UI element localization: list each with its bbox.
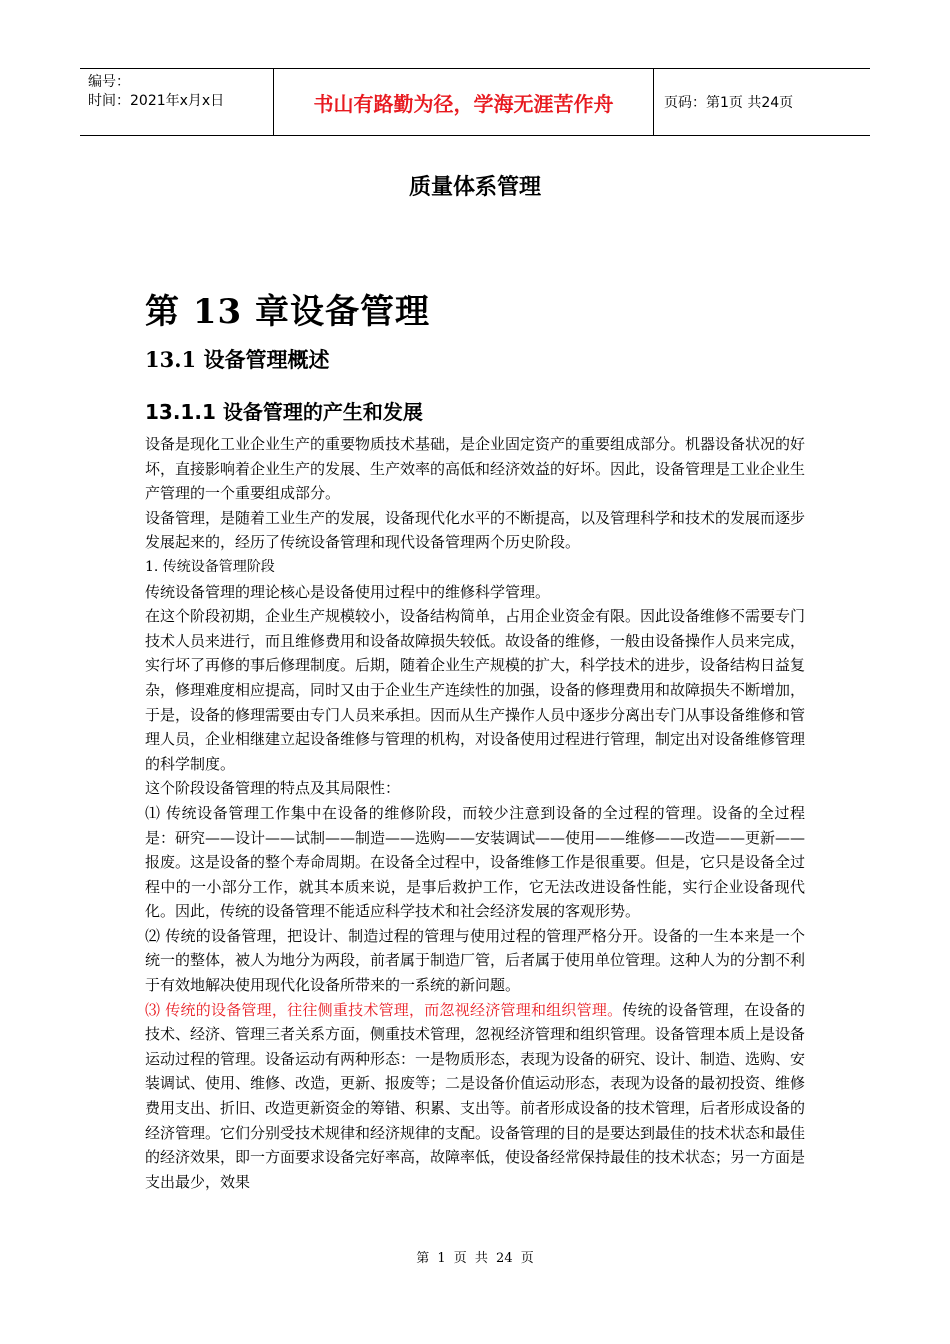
subsection-title: 13.1.1 设备管理的产生和发展 (145, 400, 423, 424)
header-motto-cell (274, 69, 654, 135)
paragraph: 传统设备管理的理论核心是设备使用过程中的维修科学管理。 (145, 582, 551, 601)
serial-label: 编号： (88, 74, 130, 90)
list-item-2: ⑵ 传统的设备管理，把设计、制造过程的管理与使用过程的管理严格分开。设备的一生本来是一个统一的整体，被人为地分为两段，前者属于制造厂管，后者属于使用单位管理。这种人为的分割不利于有效地解决使用现代化设备所带来的一系统的新问题。 (145, 926, 806, 995)
paragraph: 设备是现化工业企业生产的重要物质技术基础，是企业固定资产的重要组成部分。机器设备状况的好坏，直接影响着企业生产的发展、生产效率的高低和经济效益的好坏。因此，设备管理是工业企业生产管理的一个重要组成部分。 (145, 435, 806, 503)
emphasized-text: ⑶ 传统的设备管理，往往侧重技术管理，而忽视经济管理和组织管理。 (145, 1000, 623, 1019)
section-title: 13.1 设备管理概述 (145, 347, 330, 372)
list-item-1: ⑴ 传统设备管理工作集中在设备的维修阶段，而较少注意到设备的全过程的管理。设备的全过程是：研究——设计——试制——制造——选购——安装调试——使用——维修——改造——更新——报废。这是设备的整个寿命周期。在设备全过程中，设备维修工作是很重要。但是，它只是设备全过程中的一小部分工作，就其本质来说，是事后救护工作，它无法改进设备性能，实行企业设备现代化。因此，传统的设备管理不能适应科学技术和社会经济发展的客观形势。 (145, 803, 806, 921)
paragraph: 在这个阶段初期，企业生产规模较小，设备结构简单，占用企业资金有限。因此设备维修不需要专门技术人员来进行，而且维修费用和设备故障损失较低。故设备的维修，一般由设备操作人员来完成，实行坏了再修的事后修理制度。后期，随着企业生产规模的扩大，科学技术的进步，设备结构日益复杂，修理难度相应提高，同时又由于企业生产连续性的加强，设备的修理费用和故障损失不断增加，于是，设备的修理需要由专门人员来承担。因而从生产操作人员中逐步分离出专门从事设备维修和管理人员，企业相继建立起设备维修与管理的机构，对设备使用过程进行管理，制定出对设备维修管理的科学制度。 (145, 607, 806, 773)
page-info: 页码：第1页 共24页 (664, 95, 794, 111)
motto-text: 书山有路勤为径，学海无涯苦作舟 (313, 91, 614, 116)
header-left-cell (80, 69, 274, 135)
page-footer: 第 1 页 共 24 页 (416, 1251, 534, 1266)
header-table (80, 68, 870, 136)
list-item-3-rest: 传统的设备管理，在设备的技术、经济、管理三者关系方面，侧重技术管理，忽视经济管理和组织管理。设备管理本质上是设备运动过程的管理。设备运动有两种形态：一是物质形态，表现为设备的研究、设计、制造、选购、安装调试、使用、维修、改造，更新、报废等；二是设备价值运动形态，表现为设备的最初投资、维修费用支出、折旧、改造更新资金的筹错、积累、支出等。前者形成设备的技术管理，后者形成设备的经济管理。它们分别受技术规律和经济规律的支配。设备管理的目的是要达到最佳的技术状态和最佳的经济效果，即一方面要求设备完好率高，故障率低，使设备经常保持最佳的技术状态；另一方面是支出最少，效果 (145, 1000, 806, 1191)
paragraph: 设备管理，是随着工业生产的发展，设备现代化水平的不断提高，以及管理科学和技术的发展而逐步发展起来的，经历了传统设备管理和现代设备管理两个历史阶段。 (145, 508, 806, 552)
time-label: 时间：2021年x月x日 (88, 93, 225, 109)
chapter-title: 第 13 章设备管理 (145, 292, 430, 332)
paragraph: 这个阶段设备管理的特点及其局限性： (145, 779, 401, 798)
body-text (145, 432, 805, 1194)
header-page-cell (654, 69, 870, 135)
document-title: 质量体系管理 (408, 175, 541, 200)
stage-heading: 1. 传统设备管理阶段 (145, 558, 275, 575)
list-item-3 (145, 998, 805, 1195)
